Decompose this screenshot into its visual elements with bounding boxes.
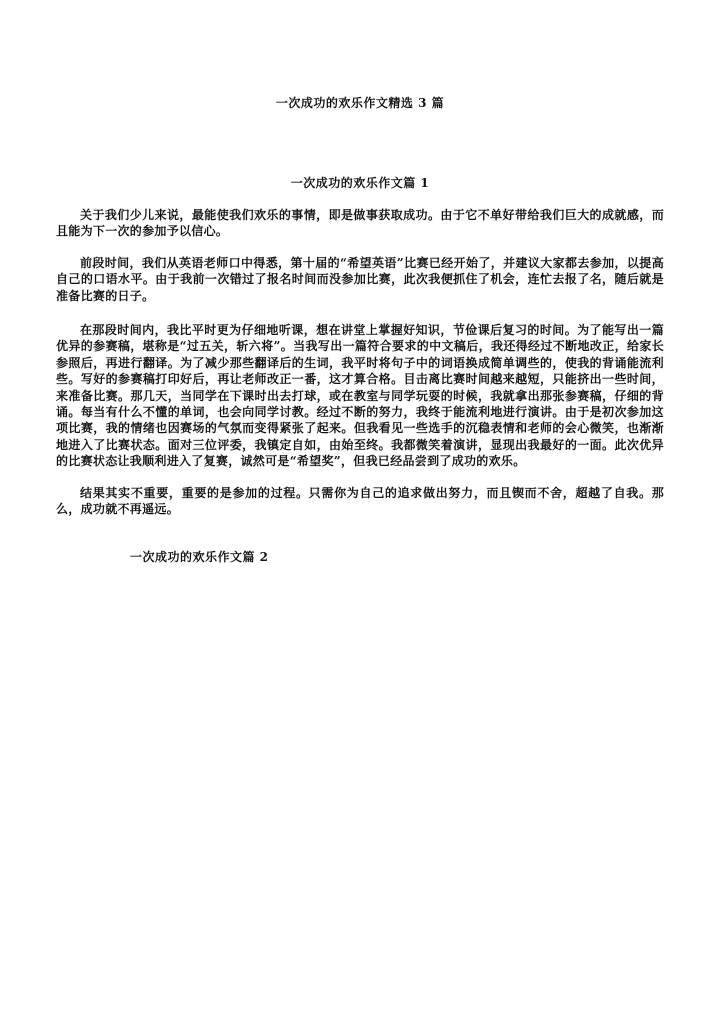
paragraph-2: 前段时间，我们从英语老师口中得悉，第十届的“希望英语”比赛已经开始了，并建议大家都去参加，以提高自己的口语水平。由于我前一次错过了报名时间而没参加比赛，此次我便抓住了机会，连忙去报了名，随后就是准备比赛的日子。 <box>56 256 664 303</box>
section-heading-1: 一次成功的欢乐作文篇 1 <box>290 176 430 190</box>
paragraph-1: 关于我们少儿来说，最能使我们欢乐的事情，即是做事获取成功。由于它不单好带给我们巨大的成就感，而且能为下一次的参加予以信心。 <box>56 208 664 239</box>
section-heading-2: 一次成功的欢乐作文篇 2 <box>130 550 269 564</box>
paragraph-3: 在那段时间内，我比平时更为仔细地听课，想在讲堂上掌握好知识，节俭课后复习的时间。为了能写出一篇优异的参赛稿，堪称是“过五关，斩六将”。当我写出一篇符合要求的中文稿后，我还得经过不断地改正，给家长参照后，再进行翻译。为了减少那些翻译后的生词，我平时将句子中的词语换成简单调些的，使我的背诵能流利些。写好的参赛稿打印好后，再让老师改正一番，这才算合格。目击离比赛时间越来越短，只能挤出一些时间，来准备比赛。那几天，当同学在下课时出去打球，或在教室与同学玩耍的时候，我就拿出那张参赛稿，仔细的背诵。每当有什么不懂的单词，也会向同学讨教。经过不断的努力，我终于能流利地进行演讲。由于是初次参加这项比赛，我的情绪也因赛场的气氛而变得紧张了起来。但我看见一些选手的沉稳表情和老师的会心微笑，也渐渐地进入了比赛状态。面对三位评委，我镇定自如，由始至终。我都微笑着演讲，显现出我最好的一面。此次优异的比赛状态让我顺利进入了复赛，诚然可是“希望奖”，但我已经品尝到了成功的欢乐。 <box>56 323 664 469</box>
document-title: 一次成功的欢乐作文精选 3 篇 <box>275 96 445 110</box>
paragraph-4: 结果其实不重要，重要的是参加的过程。只需你为自己的追求做出努力，而且锲而不舍，超越了自我。那么，成功就不再遥远。 <box>56 486 664 517</box>
